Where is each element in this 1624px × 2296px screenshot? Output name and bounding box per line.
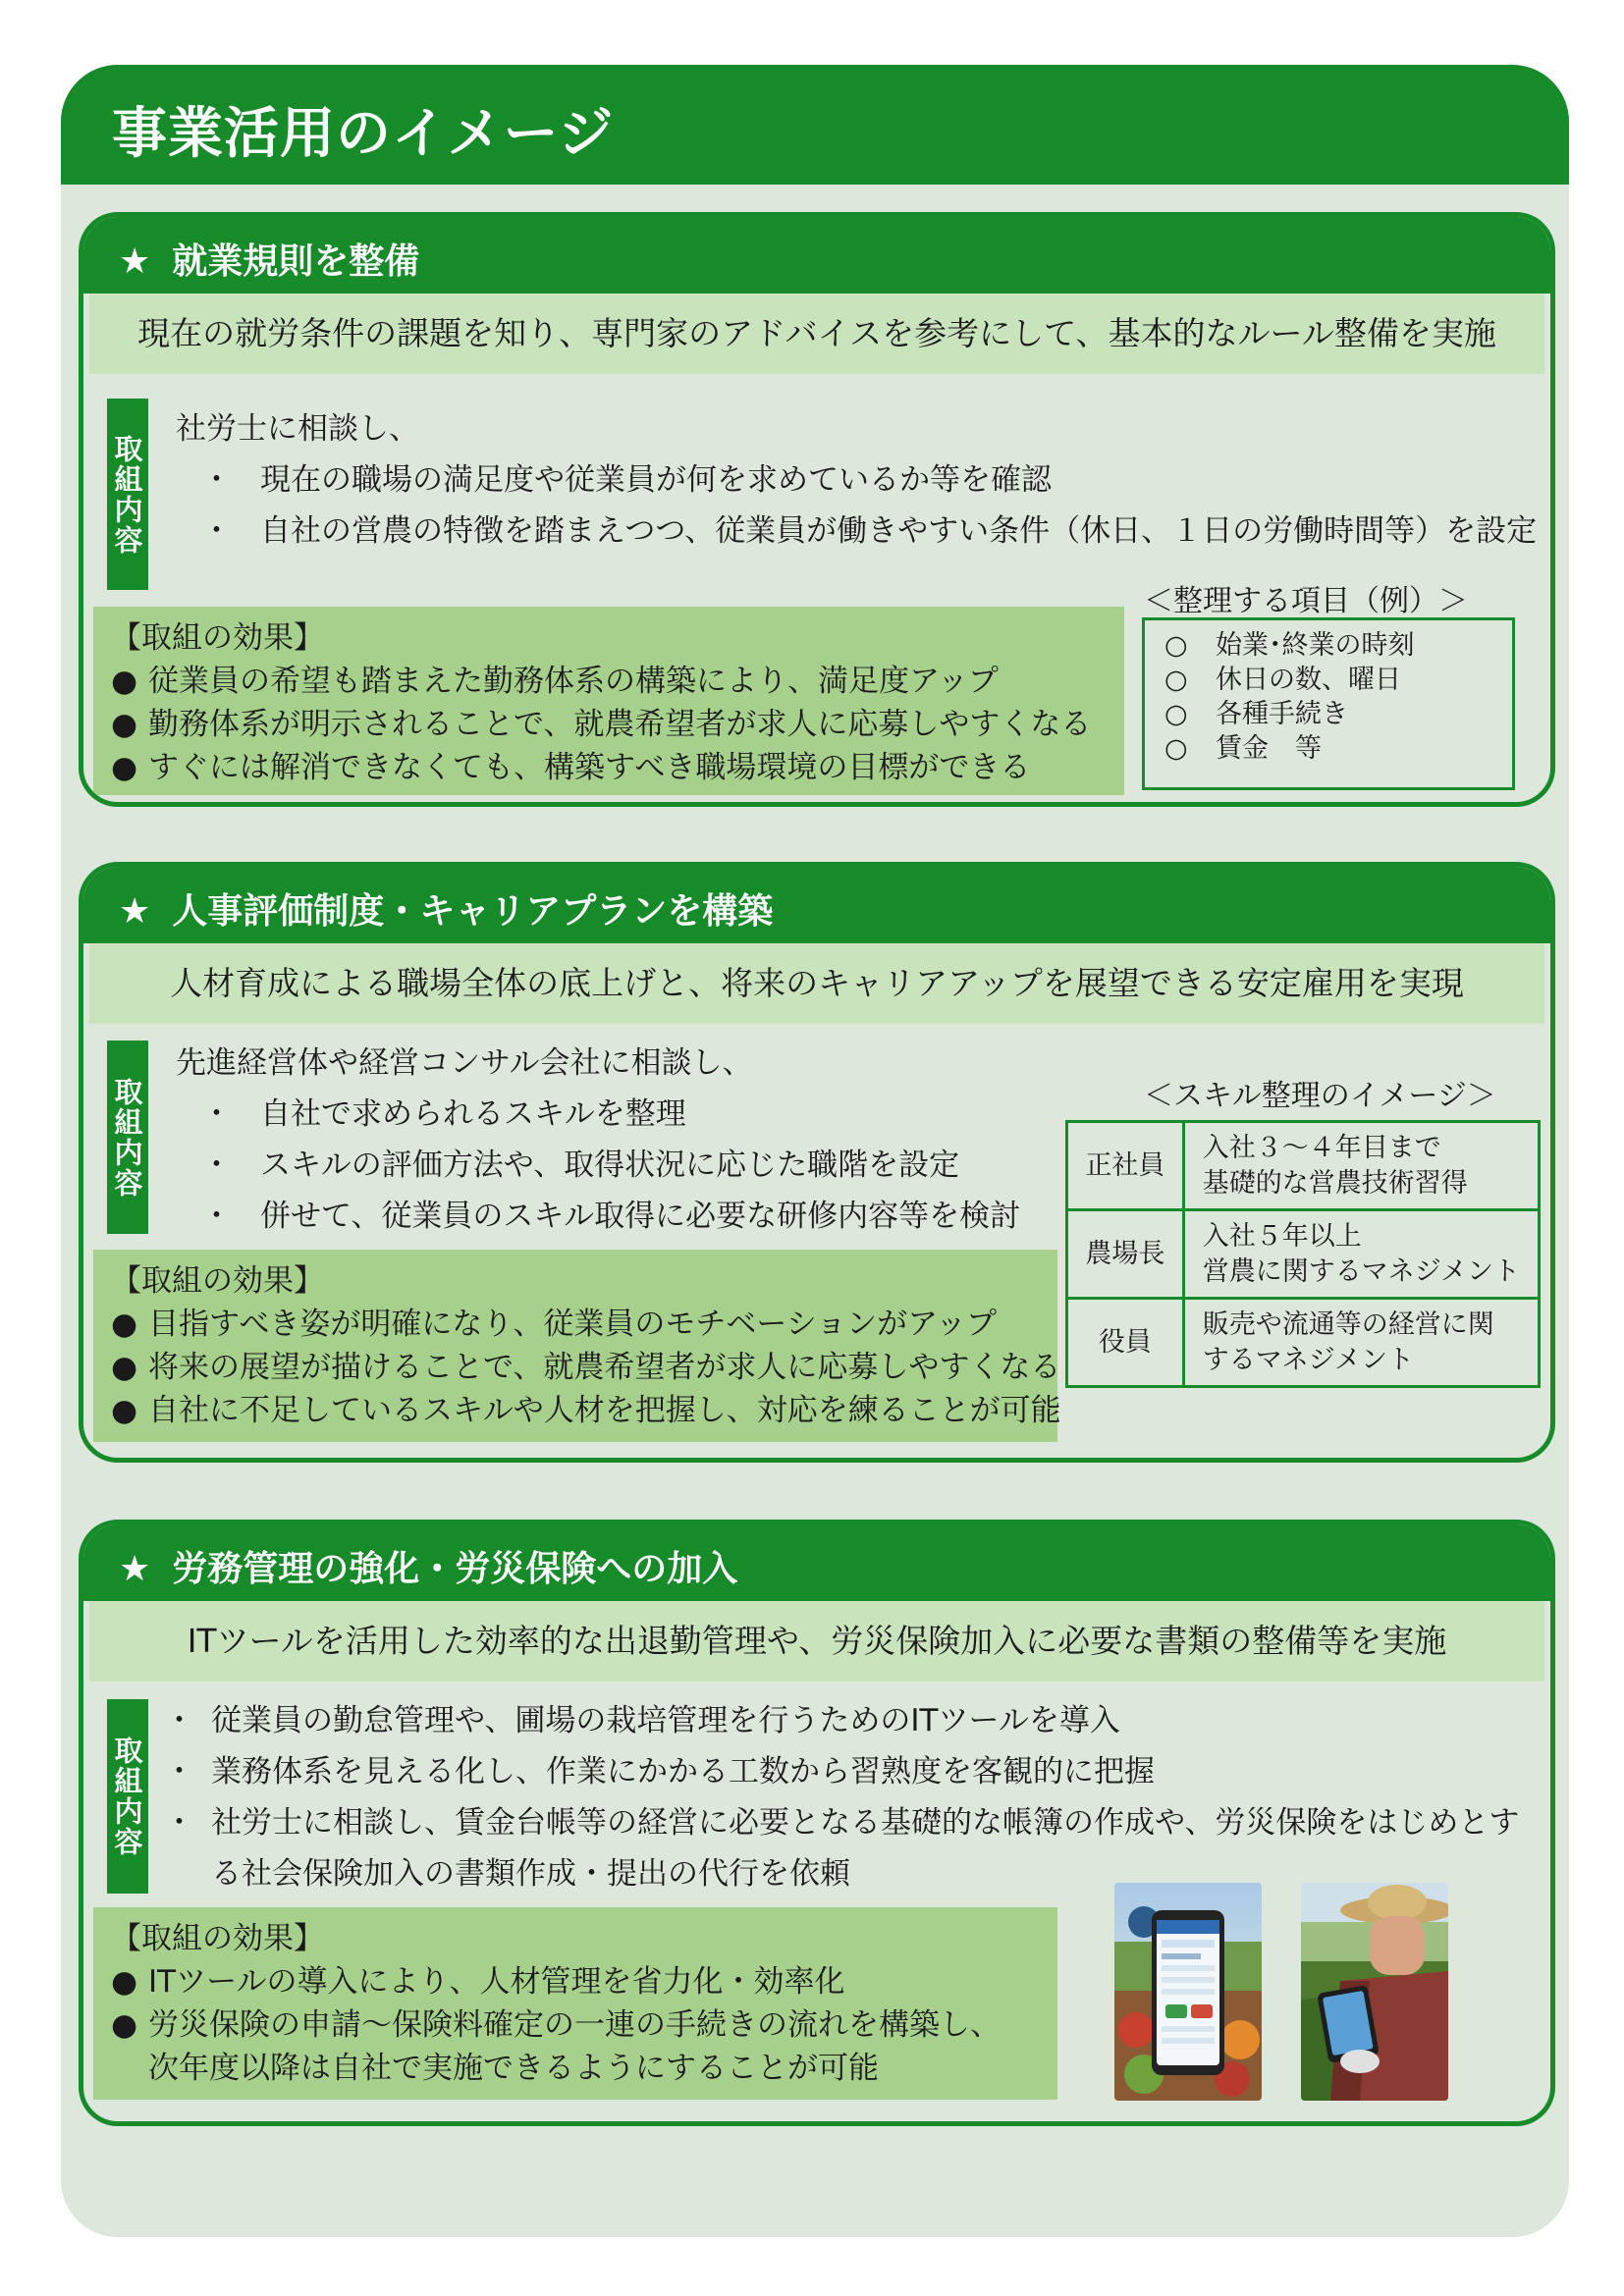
star-icon: ★ <box>119 1549 151 1589</box>
section-summary: 人材育成による職場全体の底上げと、将来のキャリアアップを展望できる安定雇用を実現 <box>89 943 1544 1024</box>
effect-item: ● ITツールの導入により、人材管理を省力化・効率化 <box>111 1960 1040 2003</box>
section-summary: ITツールを活用した効率的な出退勤管理や、労災保険加入に必要な書類の整備等を実施 <box>89 1601 1544 1682</box>
effects-box <box>93 1250 1061 1442</box>
page-header <box>61 65 1569 185</box>
section-title: ★ 労務管理の強化・労災保険への加入 <box>119 1549 738 1589</box>
effects-title: 【取組の効果】 <box>111 1921 324 1956</box>
skill-table <box>1065 1120 1541 1388</box>
effects-box <box>93 607 1124 795</box>
list-item: ・ 業務体系を見える化し、作業にかかる工数から習熟度を客観的に把握 <box>164 1746 1519 1797</box>
example-item: ○ 各種手続き <box>1164 697 1492 731</box>
table-cell-role: 農場長 <box>1067 1210 1184 1299</box>
action-content <box>176 403 1537 557</box>
table-cell-role: 正社員 <box>1067 1122 1184 1210</box>
table-cell-desc: 入社３～４年目まで 基礎的な営農技術習得 <box>1183 1122 1539 1210</box>
action-content <box>176 1038 1020 1242</box>
example-items-box <box>1142 617 1515 790</box>
intro-text: 社労士に相談し、 <box>176 411 419 447</box>
effect-item: ● 勤務体系が明示されることで、就農希望者が求人に応募しやすくなる <box>111 703 1107 746</box>
section-summary: 現在の就労条件の課題を知り、専門家のアドバイスを参考にして、基本的なルール整備を実施 <box>89 294 1544 374</box>
table-row <box>1067 1299 1540 1387</box>
list-item: ・ 従業員の勤怠管理や、圃場の栽培管理を行うためのITツールを導入 <box>164 1695 1519 1746</box>
page-title: 事業活用のイメージ <box>112 102 615 166</box>
section-evaluation-career <box>79 862 1555 1463</box>
table-row <box>1067 1210 1540 1299</box>
list-item: ・ 併せて、従業員のスキル取得に必要な研修内容等を検討 <box>176 1191 1020 1242</box>
action-content <box>164 1695 1519 1899</box>
table-cell-role: 役員 <box>1067 1299 1184 1387</box>
list-item: ・ 社労士に相談し、賃金台帳等の経営に必要となる基礎的な帳簿の作成や、労災保険をはじめとす <box>164 1797 1519 1848</box>
effects-title: 【取組の効果】 <box>111 620 324 656</box>
section-title: ★ 就業規則を整備 <box>119 241 420 282</box>
star-icon: ★ <box>119 241 151 282</box>
list-item: ・ 自社の営農の特徴を踏まえつつ、従業員が働きやすい条件（休日、１日の労働時間等）を設定 <box>176 506 1537 557</box>
section-title: ★ 人事評価制度・キャリアプランを構築 <box>119 891 774 932</box>
skill-label: ＜スキル整理のイメージ＞ <box>1144 1079 1496 1113</box>
example-item: ○ 休日の数、曜日 <box>1164 663 1492 697</box>
effect-item: ● 従業員の希望も踏まえた勤務体系の構築により、満足度アップ <box>111 660 1107 703</box>
table-cell-desc: 販売や流通等の経営に関 するマネジメント <box>1183 1299 1539 1387</box>
section-header <box>83 867 1550 943</box>
effects-box <box>93 1907 1057 2100</box>
list-item-continuation: る社会保険加入の書類作成・提出の代行を依頼 <box>211 1856 850 1892</box>
table-cell-desc: 入社５年以上 営農に関するマネジメント <box>1183 1210 1539 1299</box>
example-item: ○ 始業･終業の時刻 <box>1164 628 1492 663</box>
effect-item: ● 目指すべき姿が明確になり、従業員のモチベーションがアップ <box>111 1303 1040 1346</box>
section-header <box>83 217 1550 294</box>
farmer-tablet-photo <box>1301 1883 1448 2101</box>
torikumi-naiyo-tag: 取組内容 <box>107 399 148 590</box>
section-labor-insurance <box>79 1520 1555 2126</box>
example-label: ＜整理する項目（例）＞ <box>1144 584 1468 618</box>
smartphone-app-photo <box>1114 1883 1262 2101</box>
effect-item: ● 労災保険の申請～保険料確定の一連の手続きの流れを構築し、 <box>111 2003 1040 2047</box>
list-item: ・ 現在の職場の満足度や従業員が何を求めているか等を確認 <box>176 454 1537 506</box>
torikumi-naiyo-tag: 取組内容 <box>107 1699 148 1894</box>
list-item: ・ スキルの評価方法や、取得状況に応じた職階を設定 <box>176 1140 1020 1191</box>
effect-item-continuation: 次年度以降は自社で実施できるようにすることが可能 <box>148 2051 879 2086</box>
section-header <box>83 1524 1550 1601</box>
torikumi-naiyo-tag: 取組内容 <box>107 1041 148 1234</box>
effect-item: ● 自社に不足しているスキルや人材を把握し、対応を練ることが可能 <box>111 1389 1040 1432</box>
table-row <box>1067 1122 1540 1210</box>
effect-item: ● 将来の展望が描けることで、就農希望者が求人に応募しやすくなる <box>111 1346 1040 1389</box>
effects-title: 【取組の効果】 <box>111 1263 324 1299</box>
intro-text: 先進経営体や経営コンサル会社に相談し、 <box>176 1045 753 1081</box>
list-item: ・ 自社で求められるスキルを整理 <box>176 1089 1020 1140</box>
example-item: ○ 賃金 等 <box>1164 731 1492 766</box>
star-icon: ★ <box>119 891 151 932</box>
section-work-rules <box>79 212 1555 807</box>
effect-item: ● すぐには解消できなくても、構築すべき職場環境の目標ができる <box>111 746 1107 789</box>
